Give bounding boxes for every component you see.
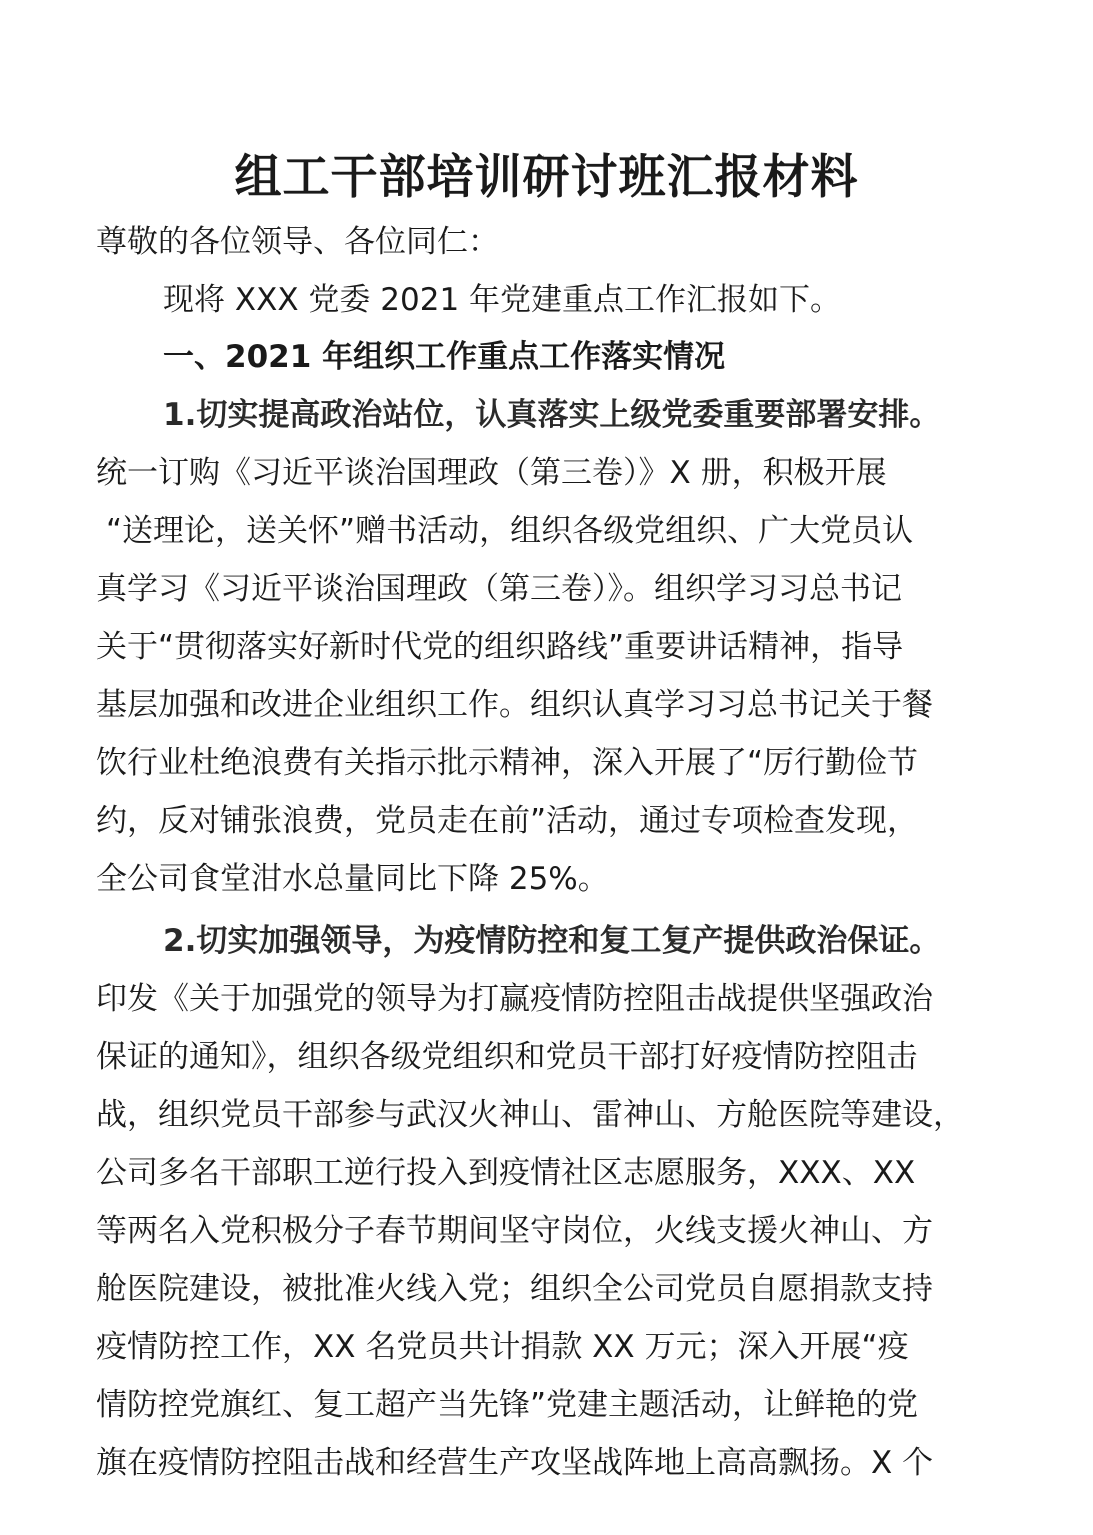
intro-text: 现将 XXX 党委 2021 年党建重点工作汇报如下。 bbox=[163, 282, 842, 318]
paragraph-line: 基层加强和改进企业组织工作。组织认真学习习总书记关于餐 bbox=[96, 687, 933, 723]
paragraph-line: “送理论，送关怀”赠书活动，组织各级党组织、广大党员认 bbox=[106, 513, 914, 549]
paragraph-1 bbox=[96, 386, 1026, 908]
paragraph-line: 保证的通知》，组织各级党组织和党员干部打好疫情防控阻击 bbox=[96, 1039, 918, 1075]
paragraph-line: 战，组织党员干部参与武汉火神山、雷神山、方舱医院等建设， bbox=[96, 1097, 964, 1133]
paragraph-line: 约，反对铺张浪费，党员走在前”活动，通过专项检查发现， bbox=[96, 803, 919, 839]
paragraph-2 bbox=[96, 912, 1026, 1492]
section-heading: 一、2021 年组织工作重点工作落实情况 bbox=[163, 339, 726, 375]
paragraph-line: 情防控党旗红、复工超产当先锋”党建主题活动，让鲜艳的党 bbox=[96, 1387, 919, 1423]
paragraph-line: 舱医院建设，被批准火线入党；组织全公司党员自愿捐款支持 bbox=[96, 1271, 933, 1307]
document-title: 组工干部培训研讨班汇报材料 bbox=[234, 150, 859, 205]
paragraph-line: 疫情防控工作，XX 名党员共计捐款 XX 万元；深入开展“疫 bbox=[96, 1329, 909, 1365]
paragraph-line: 真学习《习近平谈治国理政（第三卷）》。组织学习习总书记 bbox=[96, 571, 902, 607]
paragraph-line: 公司多名干部职工逆行投入到疫情社区志愿服务，XXX、XX bbox=[96, 1155, 916, 1191]
paragraph-line: 等两名入党积极分子春节期间坚守岗位，火线支援火神山、方 bbox=[96, 1213, 933, 1249]
paragraph-line: 旗在疫情防控阻击战和经营生产攻坚战阵地上高高飘扬。X 个 bbox=[96, 1445, 934, 1481]
paragraph-line: 关于“贯彻落实好新时代党的组织路线”重要讲话精神，指导 bbox=[96, 629, 904, 665]
salutation: 尊敬的各位领导、各位同仁： bbox=[96, 224, 499, 260]
paragraph-line: 统一订购《习近平谈治国理政（第三卷）》X 册，积极开展 bbox=[96, 455, 887, 491]
paragraph-line: 全公司食堂泔水总量同比下降 25%。 bbox=[96, 861, 609, 897]
paragraph-line: 印发《关于加强党的领导为打赢疫情防控阻击战提供坚强政治 bbox=[96, 981, 933, 1017]
paragraph-1-heading: 1.切实提高政治站位，认真落实上级党委重要部署安排。 bbox=[163, 397, 941, 433]
paragraph-2-heading: 2.切实加强领导，为疫情防控和复工复产提供政治保证。 bbox=[163, 923, 941, 959]
paragraph-line: 饮行业杜绝浪费有关指示批示精神，深入开展了“厉行勤俭节 bbox=[96, 745, 919, 781]
